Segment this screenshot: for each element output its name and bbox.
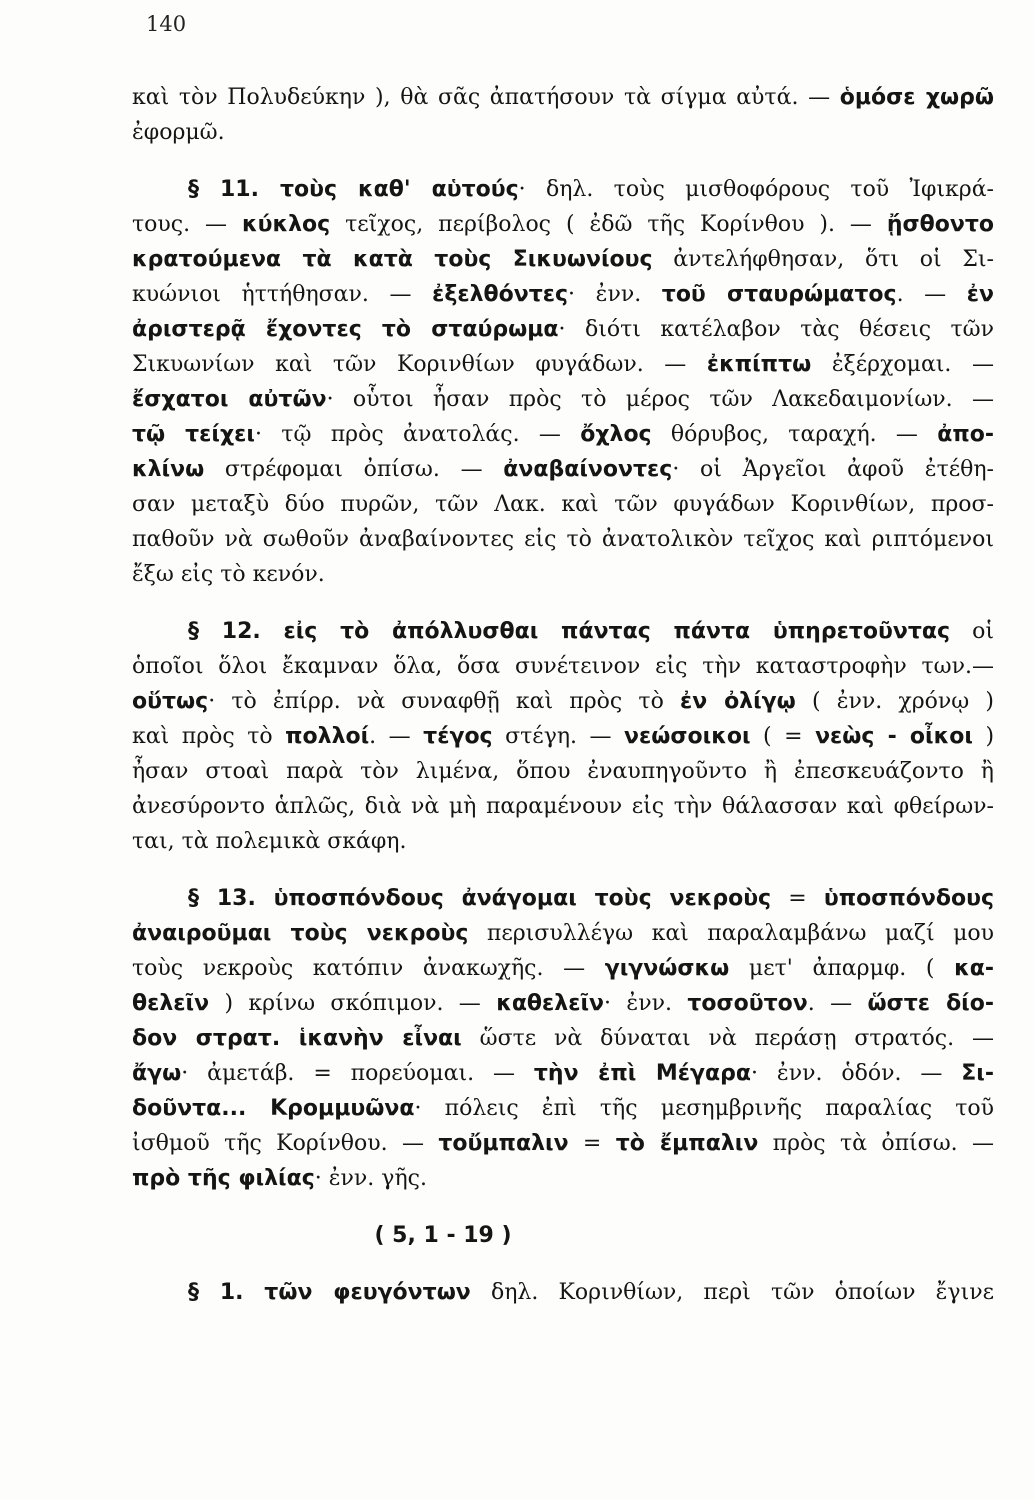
lemma-term: ὁμόσε χωρῶ xyxy=(839,85,994,110)
gloss-text: ( ἐνν. χρόνῳ ) xyxy=(795,689,994,714)
commentary-text xyxy=(132,80,994,1310)
lemma-term: ἐν xyxy=(966,282,994,307)
text-line xyxy=(132,1275,994,1310)
gloss-text: · ἐνν. xyxy=(568,282,662,307)
text-line xyxy=(132,1161,994,1196)
text-line xyxy=(132,557,994,592)
gloss-text: ται, τὰ πολεμικὰ σκάφη. xyxy=(132,829,407,854)
lemma-term: ἀναβαίνοντες xyxy=(503,457,673,482)
gloss-text: · οὗτοι ἦσαν πρὸς τὸ μέρος τῶν Λακεδαιμονίων. — xyxy=(326,387,995,412)
gloss-text: · ἀμετάβ. = πορεύομαι. — xyxy=(181,1061,534,1086)
gloss-text: καὶ τὸν Πολυδεύκην ), θὰ σᾶς ἀπατήσουν τὰ σίγμα αὐτά. — xyxy=(132,85,840,110)
gloss-text: σαν μεταξὺ δύο πυρῶν, τῶν Λακ. καὶ τῶν φυγάδων Κορινθίων, προσ- xyxy=(132,492,994,517)
gloss-text: περισυλλέγω καὶ παραλαμβάνω μαζί μου xyxy=(468,921,995,946)
paragraph-gap xyxy=(132,1253,994,1275)
section-heading xyxy=(132,1218,994,1253)
gloss-text: · πόλεις ἐπὶ τῆς μεσημβρινῆς παραλίας τοῦ xyxy=(414,1096,995,1121)
gloss-text: ἔξω εἰς τὸ κενόν. xyxy=(132,562,325,587)
text-line xyxy=(132,277,994,312)
text-line xyxy=(132,312,994,347)
lemma-term: κύκλος xyxy=(241,212,331,237)
text-line xyxy=(132,242,994,277)
lemma-term: § 11. τοὺς καθ' αὑτούς xyxy=(188,177,519,202)
gloss-text: τεῖχος, περίβολος ( ἐδῶ τῆς Κορίνθου ). — xyxy=(330,212,887,237)
gloss-text: στρέφομαι ὀπίσω. — xyxy=(204,457,504,482)
gloss-text: · τὸ ἐπίρρ. νὰ συναφθῇ καὶ πρὸς τὸ xyxy=(208,689,680,714)
lemma-term: τοσοῦτον xyxy=(687,991,808,1016)
lemma-term: πολλοί xyxy=(285,724,370,749)
text-line xyxy=(132,1126,994,1161)
gloss-text: Σικυωνίων καὶ τῶν Κορινθίων φυγάδων. — xyxy=(132,352,707,377)
gloss-text: τοὺς νεκροὺς κατόπιν ἀνακωχῆς. — xyxy=(132,956,605,981)
text-line xyxy=(132,916,994,951)
lemma-term: θελεῖν xyxy=(132,991,210,1016)
gloss-text: . — xyxy=(369,724,424,749)
text-line xyxy=(132,649,994,684)
lemma-term: ἐκπίπτω xyxy=(706,352,812,377)
lemma-term: νεώσοικοι xyxy=(624,724,751,749)
text-line xyxy=(132,754,994,789)
text-line xyxy=(132,824,994,859)
gloss-text: · ἐνν. xyxy=(604,991,688,1016)
text-line xyxy=(132,487,994,522)
text-line xyxy=(132,80,994,115)
gloss-text: ὁποῖοι ὅλοι ἔκαμναν ὅλα, ὅσα συνέτεινον εἰς τὴν καταστροφὴν των.— xyxy=(132,654,994,679)
lemma-term: τὴν ἐπὶ Μέγαρα xyxy=(533,1061,752,1086)
gloss-text: . — xyxy=(807,991,868,1016)
text-line xyxy=(132,719,994,754)
paragraph-gap xyxy=(132,1196,994,1218)
gloss-text: · οἱ Ἀργεῖοι ἀφοῦ ἐτέθη- xyxy=(672,457,994,482)
lemma-term: ἀριστερᾷ ἔχοντες τὸ σταύρωμα xyxy=(132,317,559,342)
text-line xyxy=(132,1091,994,1126)
lemma-term: ὥστε δίο- xyxy=(867,991,994,1016)
gloss-text: οἱ xyxy=(950,619,994,644)
text-line xyxy=(132,452,994,487)
gloss-text: τους. — xyxy=(132,212,242,237)
lemma-term: δοῦντα... Κρομμυῶνα xyxy=(132,1096,415,1121)
text-line xyxy=(132,1021,994,1056)
lemma-term: ᾔσθοντο xyxy=(886,212,994,237)
gloss-text: καὶ πρὸς τὸ xyxy=(132,724,286,749)
lemma-term: νεὼς - οἶκοι xyxy=(815,724,973,749)
lemma-term: Σι- xyxy=(961,1061,994,1086)
gloss-text: . — xyxy=(896,282,967,307)
lemma-term: πρὸ τῆς φιλίας xyxy=(132,1166,315,1191)
lemma-term: § 12. εἰς τὸ ἀπόλλυσθαι πάντας πάντα ὑπηρετοῦντας xyxy=(188,619,951,644)
lemma-term: κα- xyxy=(954,956,994,981)
text-line xyxy=(132,951,994,986)
lemma-term: ἐξελθόντες xyxy=(432,282,569,307)
gloss-text: = xyxy=(568,1131,616,1156)
text-line xyxy=(132,172,994,207)
text-line xyxy=(132,881,994,916)
gloss-text: μετ' ἀπαρμφ. ( xyxy=(729,956,955,981)
lemma-term: ( 5, 1 - 19 ) xyxy=(374,1223,512,1248)
gloss-text: παθοῦν νὰ σωθοῦν ἀναβαίνοντες εἰς τὸ ἀνατολικὸν τεῖχος καὶ ριπτόμενοι xyxy=(132,527,994,552)
lemma-term: ἀναιροῦμαι τοὺς νεκροὺς xyxy=(132,921,469,946)
text-line xyxy=(132,347,994,382)
lemma-term: οὕτως xyxy=(132,689,209,714)
text-line xyxy=(132,382,994,417)
lemma-term: κλίνω xyxy=(132,457,205,482)
lemma-term: τοῦ σταυρώματος xyxy=(661,282,897,307)
lemma-term: γιγνώσκω xyxy=(604,956,730,981)
gloss-text: ἦσαν στοαὶ παρὰ τὸν λιμένα, ὅπου ἐναυπηγοῦντο ἢ ἐπεσκευάζοντο ἢ xyxy=(132,759,994,784)
paragraph-gap xyxy=(132,592,994,614)
gloss-text: ) κρίνω σκόπιμον. — xyxy=(209,991,497,1016)
lemma-term: ὑποσπόνδους xyxy=(823,886,995,911)
gloss-text: · ἐνν. γῆς. xyxy=(314,1166,427,1191)
gloss-text: στέγη. — xyxy=(492,724,625,749)
lemma-term: τὸ ἔμπαλιν xyxy=(615,1131,759,1156)
lemma-term: ἀπο- xyxy=(937,422,994,447)
paragraph-gap xyxy=(132,859,994,881)
text-line xyxy=(132,684,994,719)
gloss-text: · τῷ πρὸς ἀνατολάς. — xyxy=(255,422,581,447)
lemma-term: καθελεῖν xyxy=(496,991,605,1016)
lemma-term: τῷ τείχει xyxy=(132,422,255,447)
gloss-text: ἰσθμοῦ τῆς Κορίνθου. — xyxy=(132,1131,439,1156)
lemma-term: ἐν ὀλίγῳ xyxy=(680,689,796,714)
gloss-text: ἐφορμῶ. xyxy=(132,120,225,145)
page-number: 140 xyxy=(146,12,187,36)
lemma-term: § 13. ὑποσπόνδους ἀνάγομαι τοὺς νεκροὺς xyxy=(188,886,772,911)
gloss-text: ἀνεσύροντο ἁπλῶς, διὰ νὰ μὴ παραμένουν εἰς τὴν θάλασσαν καὶ φθείρων- xyxy=(132,794,994,819)
lemma-term: κρατούμενα τὰ κατὰ τοὺς Σικυωνίους xyxy=(132,247,653,272)
text-line xyxy=(132,789,994,824)
lemma-term: τοὔμπαλιν xyxy=(438,1131,569,1156)
lemma-term: ἔσχατοι αὐτῶν xyxy=(132,387,327,412)
paragraph-gap xyxy=(132,150,994,172)
text-line xyxy=(132,115,994,150)
gloss-text: κυώνιοι ἡττήθησαν. — xyxy=(132,282,433,307)
gloss-text: · ἐνν. ὁδόν. — xyxy=(751,1061,962,1086)
text-line xyxy=(132,207,994,242)
gloss-text: ἀντελήφθησαν, ὅτι οἱ Σι- xyxy=(652,247,994,272)
lemma-term: § 1. τῶν φευγόντων xyxy=(188,1280,471,1305)
gloss-text: πρὸς τὰ ὀπίσω. — xyxy=(758,1131,994,1156)
text-line xyxy=(132,1056,994,1091)
gloss-text: ( = xyxy=(750,724,816,749)
lemma-term: δον στρατ. ἱκανὴν εἶναι xyxy=(132,1026,462,1051)
gloss-text: = xyxy=(771,886,824,911)
text-line xyxy=(132,417,994,452)
lemma-term: ὄχλος xyxy=(580,422,652,447)
gloss-text: ) xyxy=(972,724,995,749)
text-line xyxy=(132,614,994,649)
lemma-term: τέγος xyxy=(423,724,493,749)
gloss-text: · διότι κατέλαβον τὰς θέσεις τῶν xyxy=(558,317,994,342)
gloss-text: δηλ. Κορινθίων, περὶ τῶν ὁποίων ἔγινε xyxy=(470,1280,994,1305)
text-line xyxy=(132,986,994,1021)
text-line xyxy=(132,522,994,557)
gloss-text: ἐξέρχομαι. — xyxy=(811,352,994,377)
lemma-term: ἄγω xyxy=(132,1061,182,1086)
gloss-text: θόρυβος, ταραχή. — xyxy=(651,422,938,447)
gloss-text: · δηλ. τοὺς μισθοφόρους τοῦ Ἰφικρά- xyxy=(518,177,994,202)
gloss-text: ὥστε νὰ δύναται νὰ περάσῃ στρατός. — xyxy=(461,1026,994,1051)
